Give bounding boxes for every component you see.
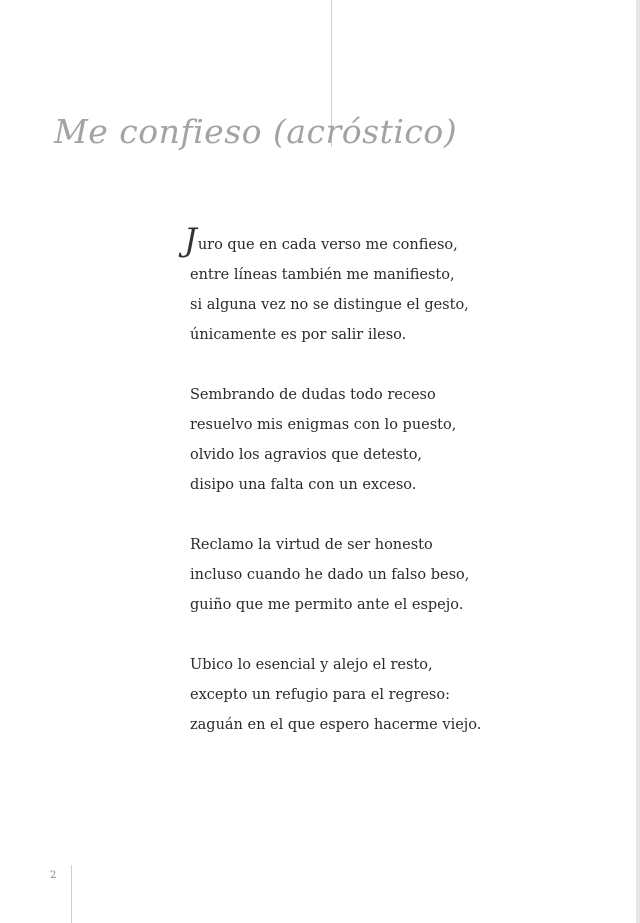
stanza-3 [190,530,590,620]
verse-line: Ubico lo esencial y alejo el resto, [190,657,433,673]
bottom-vertical-rule [71,865,72,923]
drop-cap: J [184,221,197,259]
poem-title: Me confieso (acróstico) [54,112,458,151]
verse-line: resuelvo mis enigmas con lo puesto, [190,417,457,433]
verse-line: incluso cuando he dado un falso beso, [190,567,470,583]
verse-line: zaguán en el que espero hacerme viejo. [190,717,482,733]
verse-line: entre líneas también me manifiesto, [190,267,455,283]
verse-line: olvido los agravios que detesto, [190,447,423,463]
stanza-4 [190,650,590,740]
verse-text: uro que en cada verso me confieso, [197,237,458,253]
verse-line [184,221,590,260]
stanza-1 [184,221,590,350]
verse-line: guiño que me permito ante el espejo. [190,597,464,613]
verse-line: Reclamo la virtud de ser honesto [190,537,433,553]
page-edge-shadow [636,0,640,923]
verse-line: si alguna vez no se distingue el gesto, [190,297,469,313]
verse-line: disipo una falta con un exceso. [190,477,417,493]
verse-line: Sembrando de dudas todo receso [190,387,436,403]
poem-body [184,221,590,770]
page-number: 2 [50,870,57,881]
verse-line: excepto un refugio para el regreso: [190,687,450,703]
verse-line: únicamente es por salir ileso. [190,327,407,343]
stanza-2 [190,380,590,500]
